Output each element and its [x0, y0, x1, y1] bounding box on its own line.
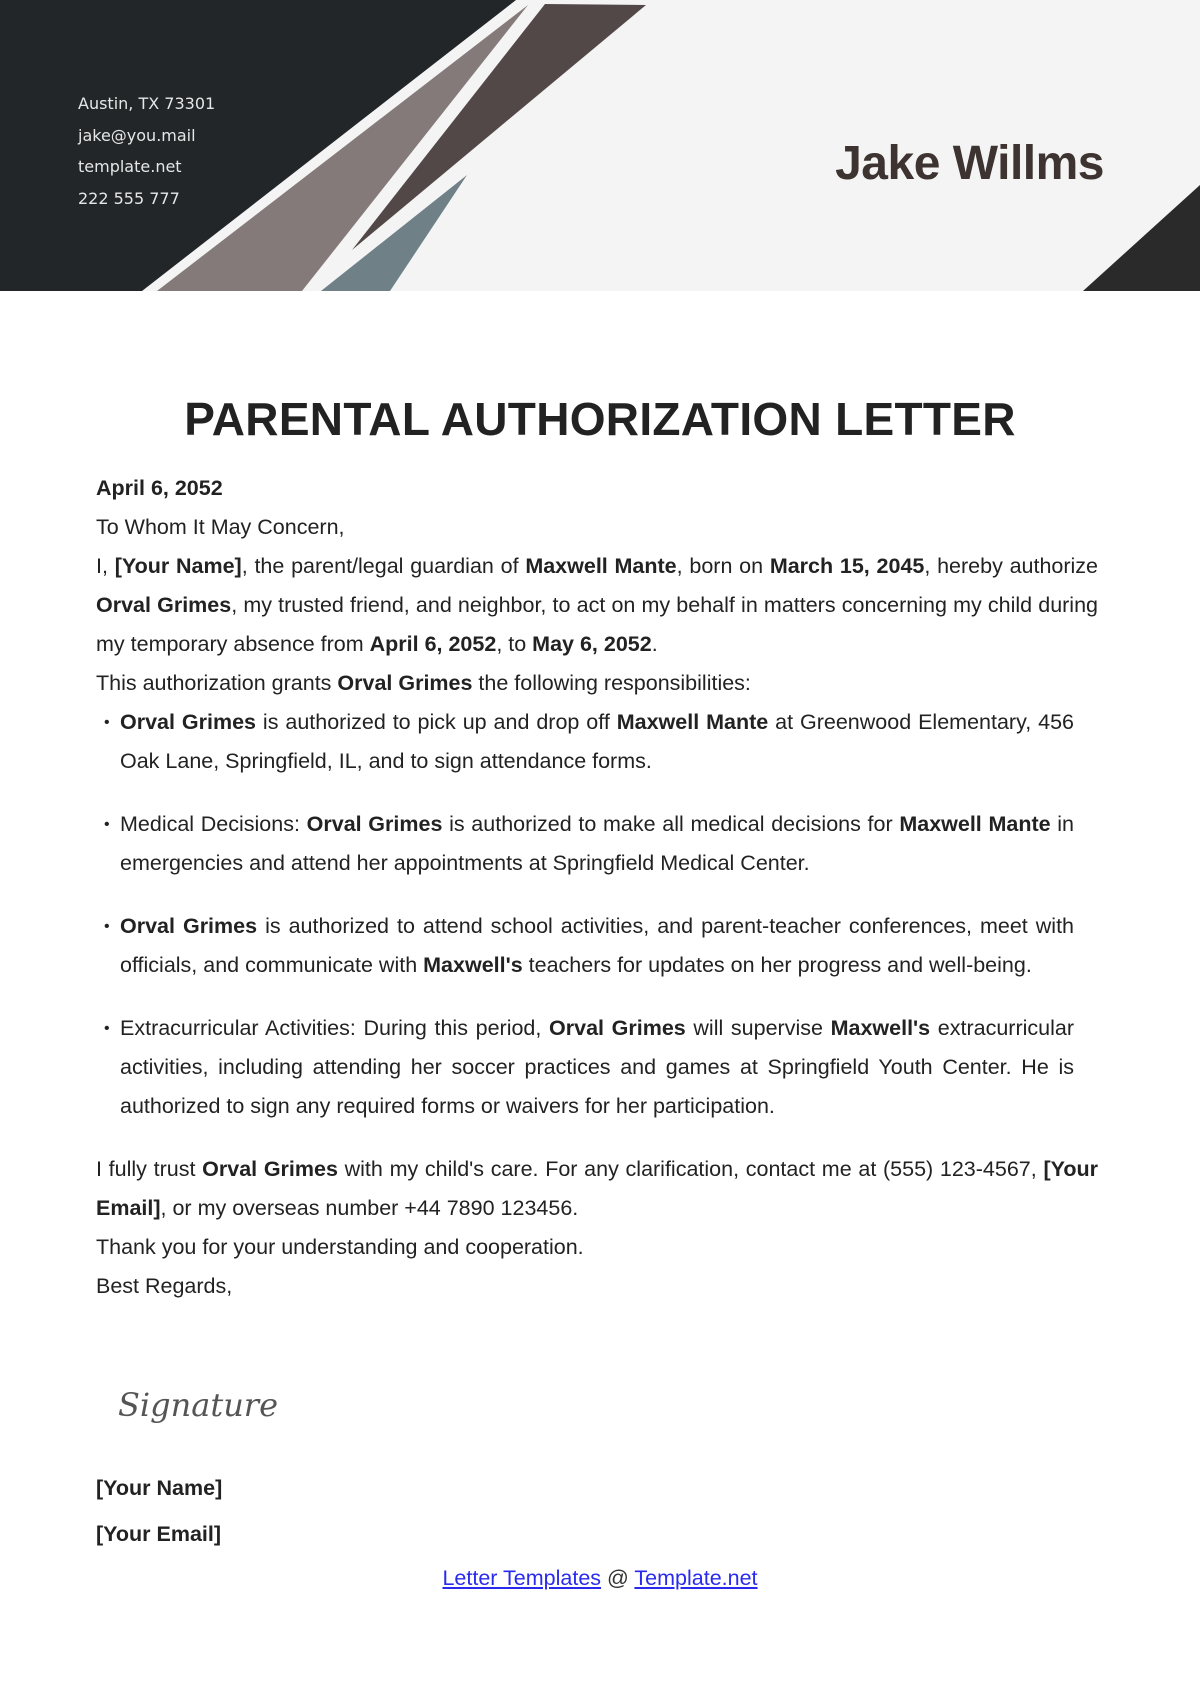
list-item: • Orval Grimes is authorized to attend school activities, and parent-teacher conferences, meet with officials, and communicate with Maxwell's teachers for updates on her progress and well-being. [120, 907, 1074, 985]
contact-phone: 222 555 777 [78, 188, 180, 208]
letter-templates-link[interactable]: Letter Templates [442, 1566, 602, 1590]
letterhead [0, 0, 1200, 291]
page-title: PARENTAL AUTHORIZATION LETTER [184, 393, 1016, 445]
contact-email: jake@you.mail [78, 125, 196, 145]
date: April 6, 2052 [96, 476, 223, 500]
template-net-link[interactable]: Template.net [634, 1566, 758, 1590]
contact-address: Austin, TX 73301 [78, 94, 216, 113]
intro-paragraph: I, [Your Name], the parent/legal guardian of Maxwell Mante, born on March 15, 2045, hereby authorize Orval Grimes, my trusted friend, and neighbor, to act on my behalf in matters concerning my child during my temporary absence from April 6, 2052, to May 6, 2052. [96, 554, 1099, 656]
footer [0, 1566, 1200, 1591]
thanks: Thank you for your understanding and cooperation. [96, 1235, 584, 1259]
regards: Best Regards, [96, 1274, 233, 1298]
signer-email: [Your Email] [96, 1522, 222, 1546]
list-item: • Orval Grimes is authorized to pick up and drop off Maxwell Mante at Greenwood Elementary, 456 Oak Lane, Springfield, IL, and to sign attendance forms. [120, 703, 1074, 781]
signature: Signature [118, 1386, 279, 1424]
salutation: To Whom It May Concern, [96, 515, 345, 539]
signer-name: [Your Name] [96, 1476, 223, 1500]
grants-paragraph: This authorization grants Orval Grimes the following responsibilities: [96, 671, 751, 695]
responsibilities-list [96, 703, 1098, 1126]
closing-paragraph: I fully trust Orval Grimes with my child's care. For any clarification, contact me at (555) 123-4567, [Your Email], or my overseas number +44 7890 123456. [96, 1157, 1098, 1220]
contact-info [78, 88, 215, 214]
list-item: • Extracurricular Activities: During this period, Orval Grimes will supervise Maxwell's extracurricular activities, including attending her soccer practices and games at Springfield Youth Center. He is authorized to sign any required forms or waivers for her participation. [120, 1009, 1074, 1126]
letter-body [96, 469, 1098, 1306]
corner-panel [1083, 185, 1200, 291]
contact-website: template.net [78, 157, 182, 176]
footer-separator: @ [601, 1566, 635, 1590]
list-item: • Medical Decisions: Orval Grimes is authorized to make all medical decisions for Maxwell Mante in emergencies and attend her appointments at Springfield Medical Center. [120, 805, 1074, 883]
sender-name: Jake Willms [835, 137, 1104, 190]
